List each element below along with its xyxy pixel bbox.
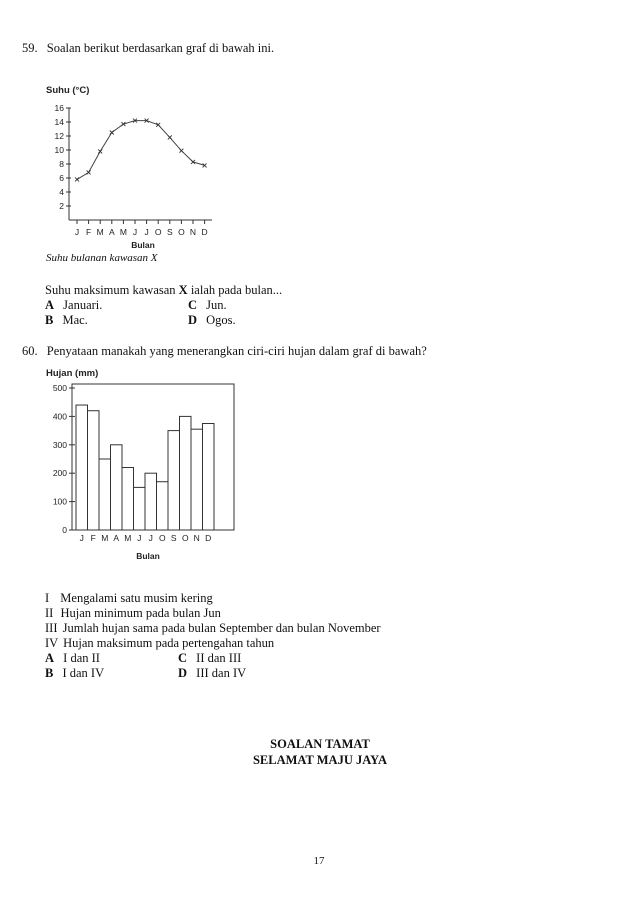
temp-x-tick-label: O [178, 227, 185, 237]
temp-x-tick-label: J [144, 227, 149, 237]
temp-x-tick-label: D [201, 227, 208, 237]
temp-y-tick-label: 2 [59, 201, 64, 211]
q60-option-a[interactable]: A I dan II [45, 651, 100, 665]
rain-x-tick-label: M [101, 533, 109, 543]
temp-y-tick-label: 6 [59, 173, 64, 183]
temp-x-tick-label: J [132, 227, 138, 237]
rain-bar [99, 459, 111, 530]
temp-data-point [87, 170, 91, 174]
temp-x-tick-label: M [96, 227, 104, 237]
temp-x-tick-label: A [108, 227, 115, 237]
rain-x-tick-label: J [79, 533, 84, 543]
rain-bar [122, 468, 134, 530]
rain-bar [88, 411, 100, 530]
question-text: Penyataan manakah yang menerangkan ciri-ciri hujan dalam graf di bawah? [46, 344, 427, 358]
q59-option-d[interactable]: D Ogos. [188, 313, 236, 327]
statement-4: IV Hujan maksimum pada pertengahan tahun [45, 636, 275, 650]
temp-x-tick-label: M [119, 227, 127, 237]
rain-x-axis-label: Bulan [136, 551, 160, 561]
rain-x-tick-label: O [158, 533, 166, 543]
question-number: 59. [22, 41, 38, 55]
temp-data-point [110, 131, 114, 135]
rain-bar [168, 431, 180, 530]
rain-bar [191, 429, 203, 530]
ending-subtitle: SELAMAT MAJU JAYA [252, 753, 388, 767]
statement-3: III Jumlah hujan sama pada bulan September dan bulan November [45, 621, 381, 635]
q59-option-a[interactable]: A Januari. [45, 298, 103, 312]
rain-y-tick-label: 500 [52, 383, 67, 393]
rain-y-tick-label: 300 [52, 439, 67, 450]
temp-y-tick-label: 4 [59, 187, 64, 197]
temp-y-axis-label: Suhu (°C) [46, 85, 90, 96]
statement-2: II Hujan minimum pada bulan Jun [45, 606, 221, 620]
q60-option-d[interactable]: D III dan IV [178, 666, 247, 680]
page-number: 17 [313, 855, 325, 867]
q59-option-c[interactable]: C Jun. [188, 298, 227, 312]
rain-bar [76, 405, 88, 530]
rainfall-bar-chart [40, 365, 240, 570]
rain-bar [203, 424, 215, 531]
temp-y-tick-label: 8 [59, 159, 64, 169]
temp-x-axis-label: Bulan [131, 240, 155, 250]
temp-series-line [77, 121, 205, 180]
q59-option-b[interactable]: B Mac. [45, 313, 88, 327]
rain-x-tick-label: J [137, 533, 142, 543]
rain-bar [157, 482, 169, 530]
statement-1: I Mengalami satu musim kering [45, 591, 213, 605]
rain-x-tick-label: S [170, 533, 177, 543]
rain-x-tick-label: A [113, 533, 120, 543]
rain-x-tick-label: F [90, 533, 96, 543]
rain-bar [111, 445, 123, 530]
temp-y-tick-label: 10 [54, 145, 64, 155]
temp-y-tick-label: 14 [54, 117, 64, 127]
rain-x-tick-label: J [148, 533, 153, 543]
rain-bar [180, 416, 192, 530]
temp-chart-caption: Suhu bulanan kawasan X [46, 252, 158, 264]
rain-y-tick-label: 100 [52, 496, 67, 507]
rain-x-tick-label: D [205, 533, 212, 543]
temperature-line-chart [40, 80, 230, 270]
temp-x-tick-label: F [85, 227, 92, 237]
rain-y-tick-label: 400 [52, 411, 67, 422]
ending-title: SOALAN TAMAT [270, 737, 370, 751]
rain-bar [134, 487, 146, 530]
rain-x-tick-label: M [124, 533, 132, 543]
temp-x-tick-label: S [166, 227, 173, 237]
rain-x-tick-label: N [193, 533, 200, 543]
q59-stem: Suhu maksimum kawasan X ialah pada bulan... [45, 283, 283, 297]
temp-x-tick-label: O [154, 227, 162, 237]
temp-y-tick-label: 12 [54, 131, 64, 141]
q60-option-b[interactable]: B I dan IV [45, 666, 105, 680]
temp-data-point [168, 135, 172, 139]
rain-y-tick-label: 0 [62, 525, 67, 535]
question-59 [22, 40, 274, 56]
temp-y-tick-label: 16 [54, 103, 64, 113]
rain-y-axis-label: Hujan (mm) [46, 368, 99, 379]
temp-data-point [98, 149, 102, 153]
rain-y-tick-label: 200 [52, 468, 67, 479]
q60-option-c[interactable]: C II dan III [178, 651, 242, 665]
temp-data-point [179, 149, 183, 153]
question-60 [22, 343, 427, 359]
rain-bar [145, 473, 157, 530]
rain-x-tick-label: O [181, 533, 189, 543]
temp-x-tick-label: N [189, 227, 197, 237]
temp-x-tick-label: J [74, 227, 80, 237]
question-number: 60. [22, 344, 38, 358]
question-text: Soalan berikut berdasarkan graf di bawah ini. [46, 41, 275, 55]
temp-data-point [75, 177, 79, 181]
